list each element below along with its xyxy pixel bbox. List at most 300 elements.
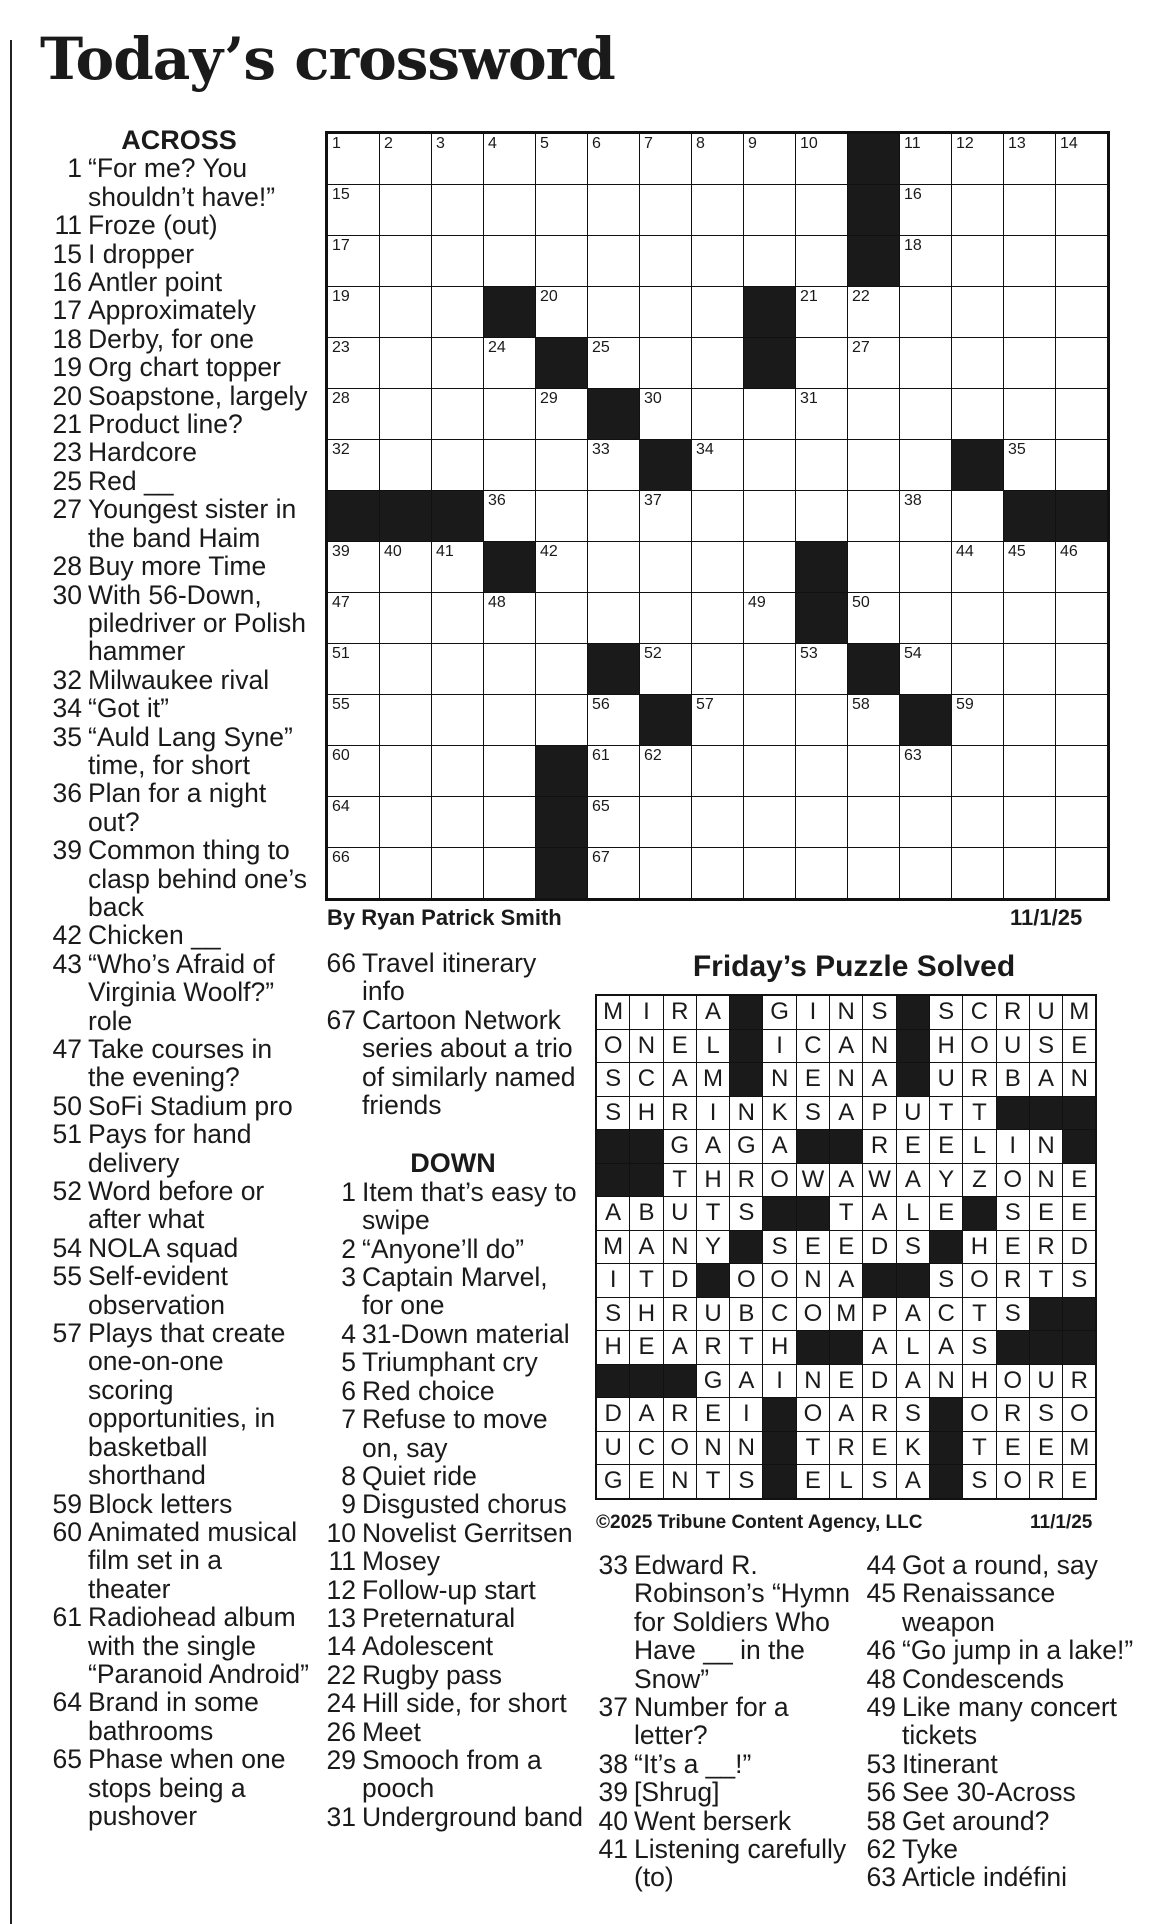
grid-cell[interactable] (900, 133, 952, 185)
grid-cell[interactable] (952, 695, 1004, 746)
grid-cell[interactable] (900, 389, 952, 440)
grid-cell[interactable] (796, 389, 848, 440)
solution-black-square (796, 1197, 829, 1231)
clue-number: 60 (52, 1516, 82, 1547)
grid-cell[interactable] (432, 133, 484, 185)
grid-cell[interactable] (1056, 389, 1109, 440)
grid-cell[interactable] (484, 236, 536, 287)
across-clue-23 (48, 438, 310, 466)
grid-cell[interactable] (744, 644, 796, 695)
clue-text: Plays that create one-on-one scoring opportunities, in basketball shorthand (88, 1318, 286, 1491)
clue-number: 21 (52, 409, 82, 440)
grid-cell[interactable] (848, 797, 900, 848)
grid-cell[interactable] (1056, 695, 1109, 746)
across-clue-16 (48, 268, 310, 296)
solution-letter: A (763, 1130, 796, 1164)
grid-cell[interactable] (900, 236, 952, 287)
grid-cell[interactable] (900, 440, 952, 491)
grid-cell[interactable] (640, 338, 692, 389)
grid-cell[interactable] (1004, 440, 1056, 491)
grid-cell[interactable] (848, 746, 900, 797)
grid-cell[interactable] (484, 133, 536, 185)
grid-cell[interactable] (327, 797, 380, 848)
grid-cell[interactable] (744, 695, 796, 746)
solution-black-square (863, 1264, 896, 1298)
grid-cell[interactable] (640, 491, 692, 542)
down-clue-8 (322, 1462, 584, 1490)
down-clue-24 (322, 1689, 584, 1717)
grid-cell[interactable] (1056, 593, 1109, 644)
grid-cell[interactable] (744, 440, 796, 491)
grid-cell[interactable] (796, 695, 848, 746)
solution-letter: T (696, 1197, 729, 1231)
solution-letter: E (929, 1130, 962, 1164)
grid-cell[interactable] (952, 236, 1004, 287)
grid-cell[interactable] (484, 185, 536, 236)
grid-cell[interactable] (1004, 133, 1056, 185)
solution-letter: R (663, 1297, 696, 1331)
solution-black-square (1029, 1297, 1062, 1331)
grid-cell[interactable] (1004, 797, 1056, 848)
grid-cell[interactable] (1004, 542, 1056, 593)
solution-black-square (1063, 1096, 1097, 1130)
grid-cell[interactable] (1004, 644, 1056, 695)
down-clue-6 (322, 1377, 584, 1405)
solution-letter: T (730, 1331, 763, 1365)
grid-cell[interactable] (952, 848, 1004, 900)
solution-letter: S (796, 1096, 829, 1130)
grid-cell[interactable] (327, 440, 380, 491)
grid-cell[interactable] (432, 848, 484, 900)
clue-text: Phase when one stops being a pushover (88, 1744, 286, 1831)
grid-cell[interactable] (327, 133, 380, 185)
grid-cell[interactable] (796, 185, 848, 236)
grid-cell[interactable] (952, 746, 1004, 797)
grid-cell[interactable] (327, 542, 380, 593)
clue-number: 25 (52, 465, 82, 496)
grid-cell[interactable] (744, 593, 796, 644)
clue-number: 46 (866, 1635, 896, 1666)
solution-letter: A (863, 1331, 896, 1365)
grid-cell[interactable] (484, 797, 536, 848)
clue-number: 52 (52, 1176, 82, 1207)
grid-cell[interactable] (1004, 185, 1056, 236)
solution-letter: S (1063, 1264, 1097, 1298)
grid-cell[interactable] (536, 644, 588, 695)
grid-cell[interactable] (380, 236, 432, 287)
clue-text: Renaissance weapon (902, 1578, 1056, 1637)
grid-cell[interactable] (744, 746, 796, 797)
clue-number: 66 (326, 948, 356, 978)
grid-cell[interactable] (796, 848, 848, 900)
solution-letter: R (663, 995, 696, 1029)
solution-letter: M (1063, 1431, 1097, 1465)
grid-cell[interactable] (848, 695, 900, 746)
grid-cell[interactable] (692, 133, 744, 185)
grid-cell[interactable] (588, 491, 640, 542)
clue-number: 6 (341, 1375, 356, 1406)
grid-cell[interactable] (380, 797, 432, 848)
black-square (536, 746, 588, 797)
solution-letter: D (863, 1364, 896, 1398)
grid-cell[interactable] (640, 542, 692, 593)
grid-cell[interactable] (744, 133, 796, 185)
solution-letter: E (796, 1230, 829, 1264)
solution-letter: N (730, 1096, 763, 1130)
grid-cell[interactable] (484, 440, 536, 491)
grid-cell[interactable] (900, 746, 952, 797)
grid-cell[interactable] (744, 542, 796, 593)
grid-cell[interactable] (848, 287, 900, 338)
solution-letter: U (896, 1096, 929, 1130)
grid-cell[interactable] (692, 185, 744, 236)
clue-text: [Shrug] (634, 1777, 720, 1808)
grid-cell[interactable] (1004, 236, 1056, 287)
across-clue-19 (48, 353, 310, 381)
grid-cell[interactable] (952, 389, 1004, 440)
solution-letter: I (763, 1029, 796, 1063)
grid-cell[interactable] (327, 236, 380, 287)
grid-cell[interactable] (380, 644, 432, 695)
grid-cell[interactable] (484, 746, 536, 797)
grid-cell[interactable] (536, 542, 588, 593)
grid-cell[interactable] (588, 848, 640, 900)
grid-cell[interactable] (588, 236, 640, 287)
across-clue-61 (48, 1603, 310, 1688)
grid-cell[interactable] (692, 848, 744, 900)
grid-cell[interactable] (640, 287, 692, 338)
grid-cell[interactable] (1056, 338, 1109, 389)
cell-number: 13 (1008, 135, 1026, 152)
grid-cell[interactable] (327, 185, 380, 236)
clue-text: NOLA squad (88, 1232, 239, 1263)
grid-cell[interactable] (1004, 695, 1056, 746)
clue-text: “Auld Lang Syne” time, for short (88, 721, 293, 780)
grid-cell[interactable] (952, 797, 1004, 848)
grid-cell[interactable] (692, 797, 744, 848)
grid-cell[interactable] (380, 542, 432, 593)
grid-cell[interactable] (588, 133, 640, 185)
across-clue-11 (48, 211, 310, 239)
grid-cell[interactable] (692, 389, 744, 440)
grid-cell[interactable] (380, 287, 432, 338)
grid-cell[interactable] (588, 185, 640, 236)
grid-cell[interactable] (432, 746, 484, 797)
grid-cell[interactable] (952, 287, 1004, 338)
grid-cell[interactable] (900, 593, 952, 644)
grid-cell[interactable] (1056, 185, 1109, 236)
cell-number: 45 (1008, 543, 1026, 560)
grid-cell[interactable] (692, 695, 744, 746)
grid-cell[interactable] (1004, 389, 1056, 440)
grid-cell[interactable] (900, 338, 952, 389)
grid-cell[interactable] (327, 593, 380, 644)
grid-cell[interactable] (484, 338, 536, 389)
grid-cell[interactable] (432, 644, 484, 695)
grid-cell[interactable] (744, 185, 796, 236)
grid-cell[interactable] (848, 440, 900, 491)
solution-letter: E (663, 1029, 696, 1063)
solution-letter: S (863, 1465, 896, 1499)
grid-cell[interactable] (536, 133, 588, 185)
grid-cell[interactable] (588, 440, 640, 491)
grid-cell[interactable] (900, 644, 952, 695)
grid-cell[interactable] (692, 491, 744, 542)
grid-cell[interactable] (588, 338, 640, 389)
grid-cell[interactable] (588, 695, 640, 746)
grid-cell[interactable] (1056, 236, 1109, 287)
grid-cell[interactable] (536, 287, 588, 338)
grid-cell[interactable] (432, 185, 484, 236)
grid-cell[interactable] (744, 848, 796, 900)
solution-letter: E (630, 1331, 663, 1365)
across-clue-32 (48, 666, 310, 694)
grid-cell[interactable] (432, 389, 484, 440)
grid-cell[interactable] (744, 797, 796, 848)
grid-cell[interactable] (1056, 542, 1109, 593)
solution-letter: M (596, 1230, 630, 1264)
solution-letter: E (996, 1230, 1029, 1264)
cell-number: 44 (956, 543, 974, 560)
grid-cell[interactable] (1056, 797, 1109, 848)
clue-text: “Go jump in a lake!” (902, 1635, 1134, 1666)
grid-cell[interactable] (536, 236, 588, 287)
grid-cell[interactable] (640, 389, 692, 440)
clue-text: Froze (out) (88, 210, 218, 241)
solution-letter: O (663, 1431, 696, 1465)
grid-cell[interactable] (327, 644, 380, 695)
grid-cell[interactable] (380, 185, 432, 236)
grid-cell[interactable] (380, 848, 432, 900)
grid-cell[interactable] (692, 644, 744, 695)
clue-text: Mosey (362, 1546, 441, 1577)
grid-cell[interactable] (432, 593, 484, 644)
grid-cell[interactable] (848, 542, 900, 593)
grid-cell[interactable] (1056, 848, 1109, 900)
grid-cell[interactable] (536, 695, 588, 746)
cell-number: 32 (332, 441, 350, 458)
grid-cell[interactable] (380, 746, 432, 797)
grid-cell[interactable] (432, 440, 484, 491)
grid-cell[interactable] (1056, 287, 1109, 338)
grid-cell[interactable] (1004, 746, 1056, 797)
grid-cell[interactable] (327, 389, 380, 440)
across-clue-47 (48, 1035, 310, 1092)
across-clue-65 (48, 1745, 310, 1830)
grid-cell[interactable] (536, 491, 588, 542)
solution-letter: O (730, 1264, 763, 1298)
grid-cell[interactable] (588, 542, 640, 593)
grid-cell[interactable] (900, 797, 952, 848)
solution-letter: T (696, 1465, 729, 1499)
grid-cell[interactable] (796, 236, 848, 287)
black-square (744, 287, 796, 338)
grid-cell[interactable] (692, 746, 744, 797)
grid-cell[interactable] (484, 389, 536, 440)
grid-cell[interactable] (432, 797, 484, 848)
clue-text: Milwaukee rival (88, 664, 270, 695)
grid-cell[interactable] (900, 287, 952, 338)
cell-number: 25 (592, 339, 610, 356)
grid-cell[interactable] (327, 695, 380, 746)
cell-number: 24 (488, 339, 506, 356)
solution-letter: Y (696, 1230, 729, 1264)
grid-cell[interactable] (380, 389, 432, 440)
grid-cell[interactable] (380, 338, 432, 389)
grid-cell[interactable] (848, 338, 900, 389)
grid-cell[interactable] (1004, 338, 1056, 389)
grid-cell[interactable] (432, 338, 484, 389)
grid-cell[interactable] (952, 133, 1004, 185)
solution-black-square (796, 1130, 829, 1164)
grid-cell[interactable] (692, 440, 744, 491)
grid-cell[interactable] (640, 797, 692, 848)
clue-number: 12 (326, 1574, 356, 1605)
grid-cell[interactable] (848, 848, 900, 900)
grid-cell[interactable] (952, 542, 1004, 593)
grid-cell[interactable] (380, 695, 432, 746)
grid-cell[interactable] (640, 236, 692, 287)
solution-black-square (630, 1130, 663, 1164)
grid-cell[interactable] (484, 695, 536, 746)
grid-cell[interactable] (640, 644, 692, 695)
grid-cell[interactable] (900, 848, 952, 900)
grid-cell[interactable] (692, 236, 744, 287)
grid-cell[interactable] (692, 593, 744, 644)
solution-black-square (796, 1331, 829, 1365)
solution-black-square (596, 1130, 630, 1164)
grid-cell[interactable] (796, 440, 848, 491)
clue-number: 57 (52, 1318, 82, 1349)
grid-cell[interactable] (1004, 848, 1056, 900)
grid-cell[interactable] (484, 644, 536, 695)
grid-cell[interactable] (848, 389, 900, 440)
clue-number: 64 (52, 1687, 82, 1718)
grid-cell[interactable] (1056, 440, 1109, 491)
grid-cell[interactable] (588, 797, 640, 848)
grid-cell[interactable] (744, 491, 796, 542)
across-clue-51 (48, 1120, 310, 1177)
black-square (848, 236, 900, 287)
down-clue-2 (322, 1235, 584, 1263)
grid-cell[interactable] (640, 848, 692, 900)
grid-cell[interactable] (588, 593, 640, 644)
grid-cell[interactable] (952, 593, 1004, 644)
clue-text: Plan for a night out? (88, 778, 267, 837)
solution-black-square (996, 1331, 1029, 1365)
cell-number: 58 (852, 696, 870, 713)
grid-cell[interactable] (796, 133, 848, 185)
grid-cell[interactable] (744, 389, 796, 440)
solution-letter: L (963, 1130, 996, 1164)
grid-cell[interactable] (327, 287, 380, 338)
down-clue-9 (322, 1490, 584, 1518)
grid-cell[interactable] (796, 746, 848, 797)
grid-cell[interactable] (1056, 133, 1109, 185)
solution-letter: L (696, 1029, 729, 1063)
grid-cell[interactable] (796, 644, 848, 695)
grid-cell[interactable] (796, 338, 848, 389)
grid-cell[interactable] (536, 440, 588, 491)
grid-cell[interactable] (432, 236, 484, 287)
solution-letter: W (863, 1163, 896, 1197)
grid-cell[interactable] (588, 746, 640, 797)
grid-cell[interactable] (484, 593, 536, 644)
clue-number: 34 (52, 693, 82, 724)
grid-cell[interactable] (484, 491, 536, 542)
grid-cell[interactable] (1056, 644, 1109, 695)
grid-cell[interactable] (640, 593, 692, 644)
grid-cell[interactable] (796, 491, 848, 542)
cell-number: 42 (540, 543, 558, 560)
grid-cell[interactable] (640, 185, 692, 236)
grid-cell[interactable] (952, 644, 1004, 695)
grid-cell[interactable] (380, 133, 432, 185)
grid-cell[interactable] (640, 746, 692, 797)
grid-cell[interactable] (1004, 287, 1056, 338)
grid-cell[interactable] (900, 185, 952, 236)
grid-cell[interactable] (327, 338, 380, 389)
cell-number: 47 (332, 594, 350, 611)
grid-cell[interactable] (848, 491, 900, 542)
grid-cell[interactable] (588, 287, 640, 338)
across-clue-17 (48, 296, 310, 324)
grid-cell[interactable] (327, 746, 380, 797)
grid-cell[interactable] (1056, 746, 1109, 797)
grid-cell[interactable] (692, 287, 744, 338)
grid-cell[interactable] (536, 185, 588, 236)
solution-letter: K (763, 1096, 796, 1130)
solution-letter: A (830, 1264, 863, 1298)
grid-cell[interactable] (848, 593, 900, 644)
grid-cell[interactable] (744, 236, 796, 287)
clue-number: 39 (598, 1777, 628, 1808)
grid-cell[interactable] (484, 848, 536, 900)
clue-number: 65 (52, 1744, 82, 1775)
black-square (952, 440, 1004, 491)
across-clue-52 (48, 1177, 310, 1234)
grid-cell[interactable] (796, 797, 848, 848)
cell-number: 12 (956, 135, 974, 152)
grid-cell[interactable] (952, 338, 1004, 389)
clue-number: 28 (52, 551, 82, 582)
grid-cell[interactable] (380, 440, 432, 491)
grid-cell[interactable] (900, 542, 952, 593)
grid-cell[interactable] (432, 542, 484, 593)
grid-cell[interactable] (536, 593, 588, 644)
grid-cell[interactable] (327, 848, 380, 900)
grid-cell[interactable] (952, 491, 1004, 542)
grid-cell[interactable] (640, 133, 692, 185)
down-clue-14 (322, 1632, 584, 1660)
grid-cell[interactable] (692, 338, 744, 389)
grid-cell[interactable] (432, 287, 484, 338)
grid-cell[interactable] (536, 389, 588, 440)
solution-letter: N (1029, 1163, 1062, 1197)
solution-letter: C (963, 995, 996, 1029)
grid-cell[interactable] (900, 491, 952, 542)
down-clue-11 (322, 1547, 584, 1575)
grid-cell[interactable] (796, 287, 848, 338)
solution-letter: R (830, 1431, 863, 1465)
grid-cell[interactable] (380, 593, 432, 644)
grid-cell[interactable] (1004, 593, 1056, 644)
grid-cell[interactable] (952, 185, 1004, 236)
grid-cell[interactable] (692, 542, 744, 593)
clue-number: 29 (326, 1744, 356, 1775)
solution-letter: O (996, 1364, 1029, 1398)
grid-cell[interactable] (432, 695, 484, 746)
